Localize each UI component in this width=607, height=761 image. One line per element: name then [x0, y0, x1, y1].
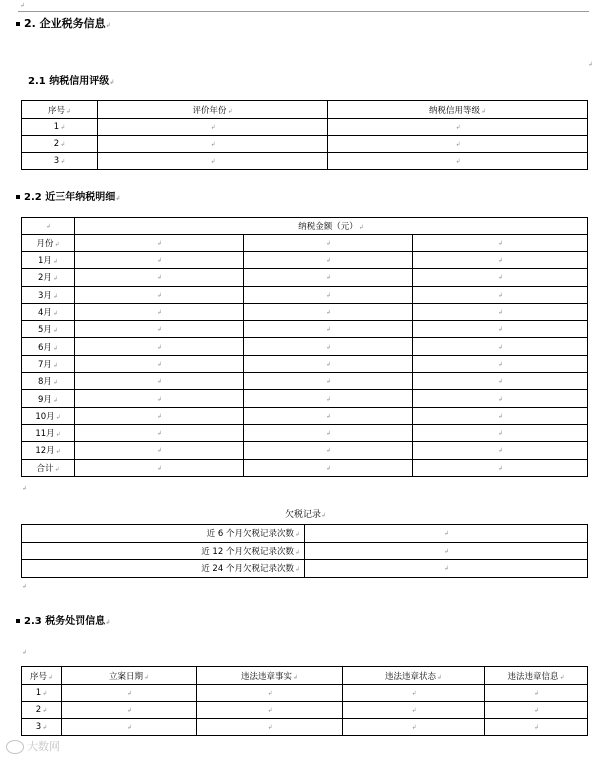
table-row: 6月 ↲ ↲ ↲ ↲: [22, 338, 588, 355]
bullet-icon: [16, 619, 20, 623]
arrears-caption: 欠税记录 ↲: [285, 507, 326, 520]
monthly-tax-table: [21, 217, 588, 477]
header-cell: 立案日期 ↲: [62, 667, 197, 685]
section-title: 2. 企业税务信息 ↲: [16, 15, 111, 31]
header-cell: 序号 ↲: [22, 667, 62, 685]
table-row: 近 6 个月欠税记录次数 ↲ ↲: [22, 525, 588, 543]
table-row: 1 ↲ ↲ ↲: [22, 119, 588, 136]
paragraph-mark: [588, 62, 593, 68]
table-header-row: [22, 218, 588, 235]
paragraph-mark: [22, 584, 27, 590]
table-row: 近 12 个月欠税记录次数 ↲ ↲: [22, 542, 588, 560]
header-cell: 违法违章状态 ↲: [343, 667, 485, 685]
table-row: 8月 ↲ ↲ ↲ ↲: [22, 373, 588, 390]
table-row: 2月 ↲ ↲ ↲ ↲: [22, 269, 588, 286]
tax-penalty-table: [21, 666, 588, 736]
table-row: 5月 ↲ ↲ ↲ ↲: [22, 321, 588, 338]
credit-rating-table: [21, 100, 588, 170]
table-row: 11月 ↲ ↲ ↲ ↲: [22, 424, 588, 441]
bullet-icon: [16, 22, 20, 26]
subsection-title-credit: 2.1 纳税信用评级 ↲: [28, 72, 114, 87]
table-row: 2 ↲ ↲ ↲: [22, 136, 588, 153]
header-cell: 纳税信用等级 ↲: [328, 101, 588, 119]
header-cell: 评价年份 ↲: [98, 101, 328, 119]
month-header: 月份 ↲: [22, 235, 75, 252]
watermark: 大数网: [6, 738, 60, 754]
subsection-title-penalty: 2.3 税务处罚信息 ↲: [16, 612, 110, 627]
header-cell: 违法违章事实 ↲: [197, 667, 343, 685]
header-rule: [18, 11, 589, 12]
table-header-row: [22, 667, 588, 685]
watermark-logo-icon: [6, 740, 24, 754]
bullet-icon: [16, 195, 20, 199]
table-row: 3 ↲ ↲ ↲: [22, 153, 588, 170]
paragraph-mark: [22, 486, 27, 492]
table-row: [22, 235, 588, 252]
table-row: 1月 ↲ ↲ ↲ ↲: [22, 252, 588, 269]
table-row: 4月 ↲ ↲ ↲ ↲: [22, 303, 588, 320]
table-row: 12月 ↲ ↲ ↲ ↲: [22, 442, 588, 459]
amount-header: 纳税金额（元） ↲: [75, 218, 588, 235]
arrears-table: [21, 524, 588, 578]
table-row: 2 ↲ ↲ ↲ ↲ ↲: [22, 702, 588, 719]
paragraph-mark: [22, 650, 27, 656]
table-row: 7月 ↲ ↲ ↲ ↲: [22, 355, 588, 372]
table-row-total: 合计 ↲ ↲ ↲ ↲: [22, 459, 588, 476]
header-cell: 违法违章信息 ↲: [485, 667, 588, 685]
table-row: 1 ↲ ↲ ↲ ↲ ↲: [22, 685, 588, 702]
table-row: 9月 ↲ ↲ ↲ ↲: [22, 390, 588, 407]
table-header-row: [22, 101, 588, 119]
subsection-title-tax-detail: 2.2 近三年纳税明细 ↲: [16, 188, 120, 203]
table-row: 近 24 个月欠税记录次数 ↲ ↲: [22, 560, 588, 578]
table-row: 10月 ↲ ↲ ↲ ↲: [22, 407, 588, 424]
table-row: 3月 ↲ ↲ ↲ ↲: [22, 286, 588, 303]
paragraph-mark: [20, 3, 25, 9]
header-cell: 序号 ↲: [22, 101, 98, 119]
table-row: 3 ↲ ↲ ↲ ↲ ↲: [22, 719, 588, 736]
